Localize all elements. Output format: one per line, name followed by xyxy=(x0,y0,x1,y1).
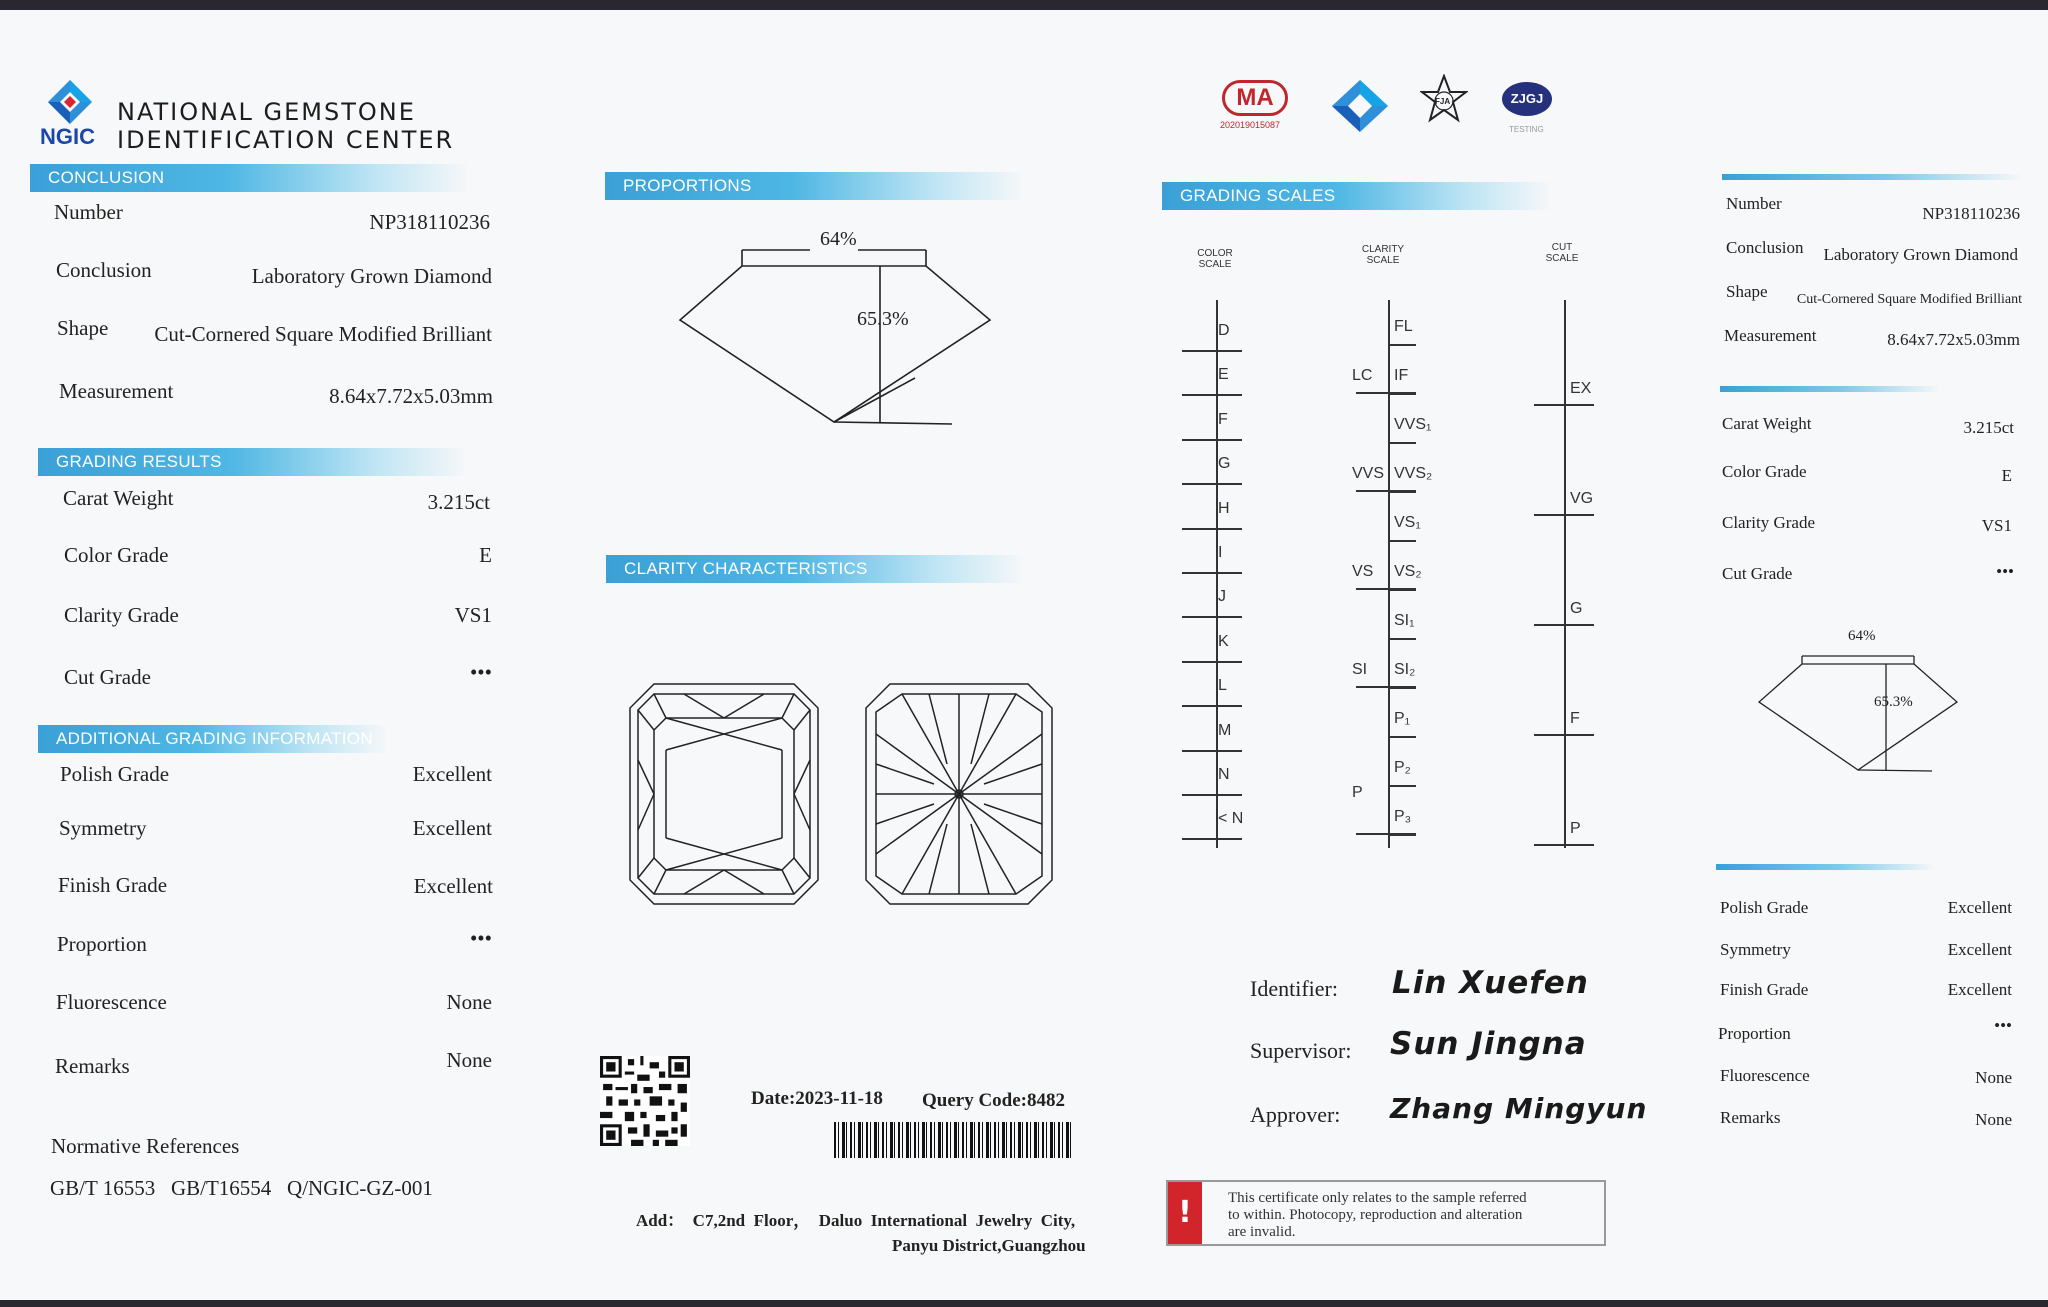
issue-date: Date:2023-11-18 xyxy=(751,1088,883,1109)
identifier-signature: Lin Xuefen xyxy=(1392,965,1589,1001)
summary-number-label: Number xyxy=(1726,194,1782,213)
summary-table-percentage: 64% xyxy=(1848,628,1876,644)
summary-polish-value: Excellent xyxy=(1947,898,2012,917)
clarity-scale-group: VVS xyxy=(1352,465,1385,482)
proportion-label: Proportion xyxy=(57,932,147,956)
clarity-scale-group: VS xyxy=(1352,563,1374,580)
fja-text: FJA xyxy=(1435,97,1451,106)
clarity-scale-grade: P₁ xyxy=(1394,710,1411,727)
measurement-value: 8.64x7.72x5.03mm xyxy=(329,384,493,408)
color-scale-tick xyxy=(1182,705,1242,707)
normative-references-list: GB/T 16553 GB/T16554 Q/NGIC-GZ-001 xyxy=(50,1176,433,1200)
summary-clarity-value: VS1 xyxy=(1981,516,2012,535)
carat-weight-value: 3.215ct xyxy=(427,490,490,514)
warning-icon: ! xyxy=(1168,1182,1202,1244)
summary-rule-mid xyxy=(1720,386,1940,392)
summary-color-label: Color Grade xyxy=(1722,462,1807,481)
color-scale-tick xyxy=(1182,439,1242,441)
summary-clarity-label: Clarity Grade xyxy=(1722,513,1815,532)
summary-finish-label: Finish Grade xyxy=(1720,980,1809,999)
color-scale-tick xyxy=(1182,394,1242,396)
cma-code: 202019015087 xyxy=(1220,120,1281,130)
clarity-scale-minor-tick xyxy=(1388,344,1416,346)
clarity-scale-minor-tick xyxy=(1388,785,1416,787)
conclusion-banner: CONCLUSION xyxy=(30,164,470,192)
color-grade-label: Color Grade xyxy=(64,543,169,567)
conclusion-label: Conclusion xyxy=(56,258,152,282)
clarity-scale-grade: SI₂ xyxy=(1394,661,1416,678)
clarity-scale-axis xyxy=(1388,300,1390,848)
cut-grade-value: ••• xyxy=(469,660,492,684)
cut-scale-grade: G xyxy=(1570,600,1583,617)
proportions-diagram xyxy=(670,230,1000,430)
clarity-grade-value: VS1 xyxy=(454,603,492,627)
clarity-scale-minor-tick xyxy=(1388,540,1416,542)
summary-color-value: E xyxy=(2001,466,2012,485)
summary-measurement-value: 8.64x7.72x5.03mm xyxy=(1887,330,2020,349)
ngic-mark-icon xyxy=(1330,78,1390,134)
cut-scale-grade: F xyxy=(1570,710,1580,727)
cut-scale-tick xyxy=(1534,404,1594,406)
polish-grade-label: Polish Grade xyxy=(60,762,170,786)
color-scale-tick xyxy=(1182,528,1242,530)
clarity-scale-group: P xyxy=(1352,783,1363,801)
summary-carat-label: Carat Weight xyxy=(1722,414,1812,433)
summary-number-value: NP318110236 xyxy=(1922,204,2020,223)
zjgj-logo-icon: ZJGJ xyxy=(1502,82,1552,116)
approver-label: Approver: xyxy=(1250,1102,1341,1127)
summary-remarks-label: Remarks xyxy=(1720,1108,1781,1127)
color-scale-grade: H xyxy=(1218,499,1230,517)
summary-remarks-value: None xyxy=(1975,1110,2012,1129)
summary-shape-label: Shape xyxy=(1726,282,1768,301)
color-scale-tick xyxy=(1182,572,1242,574)
summary-shape-value: Cut-Cornered Square Modified Brilliant xyxy=(1796,292,2022,307)
polish-grade-value: Excellent xyxy=(412,762,492,786)
summary-conclusion-value: Laboratory Grown Diamond xyxy=(1823,245,2018,264)
summary-polish-label: Polish Grade xyxy=(1720,898,1809,917)
color-scale-grade: N xyxy=(1218,766,1230,783)
clarity-scale-grade: VVS₂ xyxy=(1394,465,1433,482)
fluorescence-label: Fluorescence xyxy=(56,990,167,1014)
cut-scale-grade: VG xyxy=(1570,490,1594,507)
cut-scale-tick xyxy=(1534,624,1594,626)
cut-grade-label: Cut Grade xyxy=(64,665,151,689)
clarity-scale-minor-tick xyxy=(1388,442,1416,444)
clarity-plot-diagram xyxy=(614,680,1070,912)
number-label: Number xyxy=(54,200,123,224)
shape-value: Cut-Cornered Square Modified Brilliant xyxy=(154,322,492,346)
color-grade-value: E xyxy=(479,543,492,567)
color-scale-grade: I xyxy=(1218,544,1223,561)
color-scale-grade: L xyxy=(1218,677,1227,695)
remarks-value: None xyxy=(446,1048,492,1072)
address-line2: Panyu District,Guangzhou xyxy=(892,1236,1086,1255)
grading-results-banner: GRADING RESULTS xyxy=(38,448,468,476)
proportions-banner: PROPORTIONS xyxy=(605,172,1025,200)
org-name-line2: IDENTIFICATION CENTER xyxy=(117,126,455,154)
symmetry-label: Symmetry xyxy=(59,816,147,840)
clarity-scale-minor-tick xyxy=(1388,638,1416,640)
clarity-scale-group: LC xyxy=(1352,367,1373,384)
color-scale-tick xyxy=(1182,616,1242,618)
clarity-scale-minor-tick xyxy=(1388,736,1416,738)
depth-percentage: 65.3% xyxy=(857,308,909,330)
cut-scale-grade: EX xyxy=(1570,380,1592,397)
barcode-icon xyxy=(834,1122,1074,1158)
cma-logo-icon: MA xyxy=(1222,80,1288,116)
summary-finish-value: Excellent xyxy=(1947,980,2012,999)
summary-fluorescence-label: Fluorescence xyxy=(1720,1066,1810,1085)
summary-conclusion-label: Conclusion xyxy=(1726,238,1804,257)
cut-scale-tick xyxy=(1534,844,1594,846)
color-scale-tick xyxy=(1182,350,1242,352)
grading-scales-banner: GRADING SCALES xyxy=(1162,182,1552,210)
cut-scale-axis xyxy=(1564,300,1566,848)
validity-notice xyxy=(1166,1180,1606,1246)
color-scale-tick xyxy=(1182,838,1242,840)
summary-fluorescence-value: None xyxy=(1975,1068,2012,1087)
color-scale-tick xyxy=(1182,661,1242,663)
summary-proportion-label: Proportion xyxy=(1718,1024,1791,1043)
summary-symmetry-label: Symmetry xyxy=(1720,940,1791,959)
ngic-logo-icon xyxy=(46,78,94,126)
zjgj-subtext: TESTING xyxy=(1509,125,1544,134)
summary-measurement-label: Measurement xyxy=(1724,326,1817,345)
summary-symmetry-value: Excellent xyxy=(1947,940,2012,959)
color-scale-grade: K xyxy=(1218,632,1229,650)
additional-info-banner: ADDITIONAL GRADING INFORMATION xyxy=(38,725,388,753)
clarity-scale-grade: VVS₁ xyxy=(1394,416,1432,433)
color-scale-grade: E xyxy=(1218,366,1229,384)
clarity-scale-major-tick xyxy=(1356,490,1416,492)
clarity-scale-grade: P₂ xyxy=(1394,759,1411,776)
clarity-scale-major-tick xyxy=(1356,833,1416,835)
normative-references-title: Normative References xyxy=(51,1134,240,1158)
symmetry-value: Excellent xyxy=(412,816,492,840)
notice-line3: are invalid. xyxy=(1228,1224,1296,1240)
cut-scale-tick xyxy=(1534,514,1594,516)
color-scale-tick xyxy=(1182,794,1242,796)
color-scale-grade: < N xyxy=(1218,810,1244,828)
finish-grade-label: Finish Grade xyxy=(58,873,168,897)
cut-scale-tick xyxy=(1534,734,1594,736)
shape-label: Shape xyxy=(57,316,109,340)
clarity-scale-grade: VS₂ xyxy=(1394,563,1422,580)
qr-code-icon xyxy=(600,1056,690,1146)
color-scale-tick xyxy=(1182,483,1242,485)
proportion-value: ••• xyxy=(469,926,492,950)
fluorescence-value: None xyxy=(446,990,492,1014)
cut-scale-grade: P xyxy=(1570,820,1581,837)
cut-scale-title: CUT SCALE xyxy=(1545,242,1579,264)
carat-weight-label: Carat Weight xyxy=(63,486,174,510)
query-code: Query Code:8482 xyxy=(922,1090,1066,1111)
remarks-label: Remarks xyxy=(55,1054,130,1078)
color-scale-tick xyxy=(1182,750,1242,752)
summary-cut-label: Cut Grade xyxy=(1722,564,1793,583)
summary-rule-top xyxy=(1722,174,2022,180)
summary-rule-bottom xyxy=(1716,864,1936,870)
table-percentage: 64% xyxy=(820,228,857,250)
color-scale-grade: F xyxy=(1218,410,1228,428)
identifier-label: Identifier: xyxy=(1250,976,1338,1001)
org-name-line1: NATIONAL GEMSTONE xyxy=(117,98,416,126)
color-scale-grade: J xyxy=(1218,588,1226,606)
number-value: NP318110236 xyxy=(369,210,490,234)
org-abbreviation: NGIC xyxy=(40,124,95,149)
notice-line2: to within. Photocopy, reproduction and alteration xyxy=(1228,1207,1523,1223)
color-scale-grade: M xyxy=(1218,721,1232,739)
conclusion-value: Laboratory Grown Diamond xyxy=(251,264,492,288)
supervisor-label: Supervisor: xyxy=(1250,1038,1352,1063)
color-scale-grade: G xyxy=(1218,455,1231,473)
clarity-scale-major-tick xyxy=(1356,392,1416,394)
clarity-scale-grade: IF xyxy=(1394,367,1409,384)
address-line1: Add： C7,2nd Floor， Daluo International Jewelry City, xyxy=(636,1211,1076,1230)
color-scale-title: COLOR SCALE xyxy=(1197,248,1233,270)
clarity-grade-label: Clarity Grade xyxy=(64,603,179,627)
clarity-scale-grade: FL xyxy=(1394,318,1413,335)
approver-signature: Zhang Mingyun xyxy=(1390,1092,1648,1125)
clarity-scale-grade: SI₁ xyxy=(1394,612,1415,629)
color-scale-grade: D xyxy=(1218,322,1230,339)
measurement-label: Measurement xyxy=(59,379,174,403)
finish-grade-value: Excellent xyxy=(413,874,493,898)
summary-cut-value: ••• xyxy=(1996,562,2014,581)
clarity-scale-grade: P₃ xyxy=(1394,808,1412,825)
clarity-scale-title: CLARITY SCALE xyxy=(1361,244,1405,266)
clarity-scale-group: SI xyxy=(1352,661,1368,678)
summary-proportions-diagram xyxy=(1754,648,1964,778)
clarity-characteristics-banner: CLARITY CHARACTERISTICS xyxy=(606,555,1026,583)
clarity-scale-grade: VS₁ xyxy=(1394,514,1421,531)
clarity-scale-major-tick xyxy=(1356,686,1416,688)
certificate-sheet xyxy=(0,10,2048,1300)
notice-line1: This certificate only relates to the sample referred xyxy=(1228,1190,1527,1206)
summary-proportion-value: ••• xyxy=(1994,1016,2012,1035)
supervisor-signature: Sun Jingna xyxy=(1390,1026,1587,1062)
clarity-scale-major-tick xyxy=(1356,588,1416,590)
summary-carat-value: 3.215ct xyxy=(1963,418,2014,437)
summary-depth-percentage: 65.3% xyxy=(1874,694,1913,710)
